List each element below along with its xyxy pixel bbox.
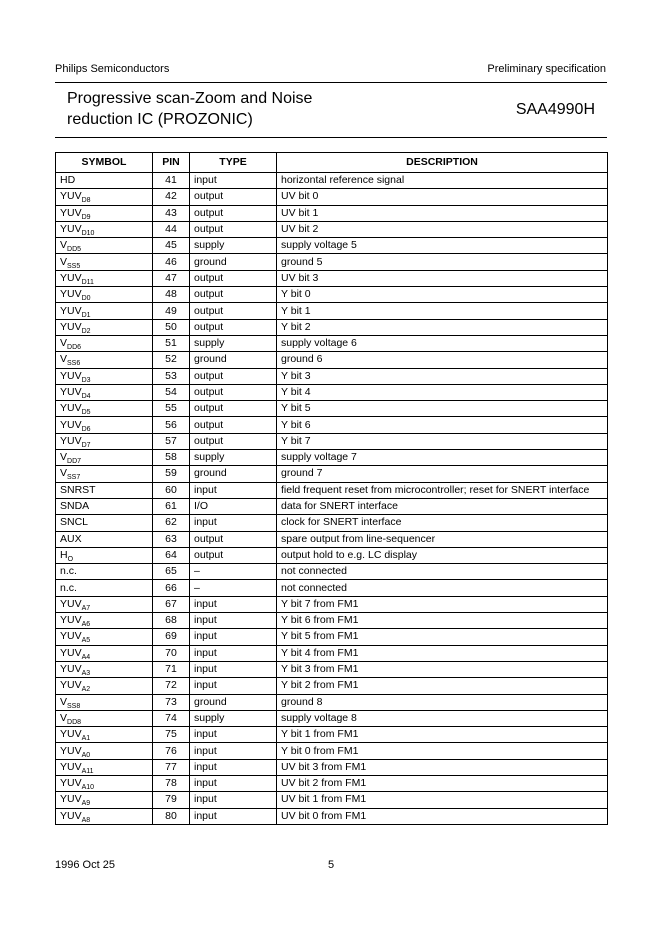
symbol-text: V (60, 353, 68, 366)
cell-type: output (190, 287, 277, 303)
symbol-text: n.c. (60, 565, 77, 578)
part-number: SAA4990H (515, 101, 595, 118)
symbol-subscript: A5 (81, 637, 91, 645)
symbol-text: V (60, 467, 68, 480)
column-header-description: DESCRIPTION (277, 153, 608, 173)
cell-symbol (56, 433, 153, 449)
table-row (56, 710, 608, 726)
symbol-text: YUV (60, 418, 82, 431)
symbol-subscript: D2 (81, 327, 91, 335)
cell-pin: 69 (153, 629, 190, 645)
cell-type: output (190, 433, 277, 449)
cell-description: Y bit 0 (277, 287, 608, 303)
cell-type: input (190, 596, 277, 612)
cell-symbol (56, 547, 153, 563)
table-row (56, 319, 608, 335)
cell-symbol (56, 189, 153, 205)
cell-pin: 43 (153, 205, 190, 221)
cell-description: UV bit 1 from FM1 (277, 792, 608, 808)
symbol-subscript: D5 (81, 409, 91, 417)
cell-description: not connected (277, 564, 608, 580)
symbol-text: YUV (60, 744, 82, 757)
table-row (56, 727, 608, 743)
symbol-text: YUV (60, 320, 82, 333)
cell-pin: 46 (153, 254, 190, 270)
cell-symbol (56, 694, 153, 710)
cell-symbol (56, 352, 153, 368)
table-row (56, 808, 608, 824)
symbol-text: YUV (60, 597, 82, 610)
cell-type: input (190, 743, 277, 759)
table-row (56, 645, 608, 661)
cell-type: input (190, 775, 277, 791)
footer-date: 1996 Oct 25 (55, 859, 115, 871)
cell-pin: 71 (153, 661, 190, 677)
cell-type: output (190, 417, 277, 433)
cell-description: Y bit 7 (277, 433, 608, 449)
table-row (56, 661, 608, 677)
cell-pin: 66 (153, 580, 190, 596)
cell-description: supply voltage 7 (277, 450, 608, 466)
symbol-text: V (60, 711, 68, 724)
cell-description: Y bit 3 from FM1 (277, 661, 608, 677)
cell-type: I/O (190, 498, 277, 514)
pin-table-body (56, 173, 608, 825)
cell-pin: 58 (153, 450, 190, 466)
cell-symbol (56, 498, 153, 514)
cell-symbol (56, 368, 153, 384)
symbol-subscript: A4 (81, 653, 91, 661)
symbol-subscript: A0 (81, 751, 91, 759)
cell-description: UV bit 2 (277, 221, 608, 237)
table-row (56, 433, 608, 449)
table-row (56, 417, 608, 433)
cell-description: Y bit 1 from FM1 (277, 727, 608, 743)
symbol-subscript: D11 (81, 278, 94, 286)
cell-symbol (56, 384, 153, 400)
table-row (56, 466, 608, 482)
symbol-text: YUV (60, 777, 82, 790)
table-row (56, 564, 608, 580)
cell-description: supply voltage 5 (277, 238, 608, 254)
cell-pin: 61 (153, 498, 190, 514)
table-row (56, 335, 608, 351)
symbol-subscript: DD8 (67, 718, 82, 726)
cell-description: UV bit 0 (277, 189, 608, 205)
symbol-text: V (60, 239, 68, 252)
cell-pin: 74 (153, 710, 190, 726)
cell-pin: 72 (153, 678, 190, 694)
symbol-subscript: D10 (81, 230, 95, 238)
cell-description: clock for SNERT interface (277, 515, 608, 531)
symbol-subscript: SS6 (67, 360, 81, 368)
cell-pin: 50 (153, 319, 190, 335)
cell-type: input (190, 645, 277, 661)
cell-type: – (190, 580, 277, 596)
cell-type: input (190, 727, 277, 743)
cell-symbol (56, 270, 153, 286)
cell-pin: 56 (153, 417, 190, 433)
cell-pin: 51 (153, 335, 190, 351)
cell-pin: 44 (153, 221, 190, 237)
cell-pin: 48 (153, 287, 190, 303)
cell-type: output (190, 303, 277, 319)
table-row (56, 613, 608, 629)
cell-symbol (56, 596, 153, 612)
cell-type: output (190, 384, 277, 400)
symbol-subscript: DD7 (67, 458, 82, 466)
table-row (56, 401, 608, 417)
cell-pin: 67 (153, 596, 190, 612)
cell-pin: 65 (153, 564, 190, 580)
cell-symbol (56, 743, 153, 759)
cell-description: supply voltage 8 (277, 710, 608, 726)
table-row (56, 531, 608, 547)
cell-type: output (190, 401, 277, 417)
symbol-subscript: A11 (81, 767, 94, 775)
cell-description: ground 7 (277, 466, 608, 482)
table-row (56, 482, 608, 498)
cell-symbol (56, 792, 153, 808)
cell-symbol (56, 515, 153, 531)
cell-pin: 76 (153, 743, 190, 759)
cell-description: Y bit 4 (277, 384, 608, 400)
table-row (56, 580, 608, 596)
cell-type: output (190, 319, 277, 335)
cell-symbol (56, 808, 153, 824)
cell-symbol (56, 629, 153, 645)
symbol-subscript: D1 (81, 311, 91, 319)
symbol-text: YUV (60, 793, 82, 806)
table-row (56, 368, 608, 384)
symbol-subscript: DD6 (67, 344, 82, 352)
table-row (56, 352, 608, 368)
symbol-text: HD (60, 174, 76, 187)
cell-type: supply (190, 238, 277, 254)
cell-description: Y bit 7 from FM1 (277, 596, 608, 612)
document-title: Progressive scan-Zoom and Noise reduction IC (PROZONIC) (67, 90, 313, 128)
table-row (56, 629, 608, 645)
cell-type: output (190, 221, 277, 237)
table-row (56, 450, 608, 466)
cell-type: input (190, 482, 277, 498)
cell-type: output (190, 189, 277, 205)
symbol-text: n.c. (60, 581, 77, 594)
cell-description: Y bit 3 (277, 368, 608, 384)
symbol-subscript: SS5 (67, 262, 81, 270)
symbol-text: YUV (60, 386, 82, 398)
cell-symbol (56, 661, 153, 677)
cell-description: Y bit 2 (277, 319, 608, 335)
symbol-text: V (60, 451, 68, 464)
symbol-text: YUV (60, 760, 82, 773)
cell-description: supply voltage 6 (277, 335, 608, 351)
pin-table (55, 152, 608, 825)
cell-pin: 41 (153, 173, 190, 189)
table-row (56, 792, 608, 808)
spec-status: Preliminary specification (487, 63, 606, 75)
cell-type: input (190, 678, 277, 694)
symbol-text: SNRST (60, 483, 96, 496)
symbol-text: YUV (60, 206, 82, 219)
cell-description: ground 5 (277, 254, 608, 270)
cell-pin: 62 (153, 515, 190, 531)
symbol-subscript: DD5 (67, 246, 82, 254)
cell-pin: 45 (153, 238, 190, 254)
cell-symbol (56, 710, 153, 726)
symbol-text: SNCL (60, 516, 89, 529)
symbol-subscript: D7 (81, 441, 91, 449)
cell-pin: 73 (153, 694, 190, 710)
cell-pin: 77 (153, 759, 190, 775)
cell-description: Y bit 1 (277, 303, 608, 319)
cell-description: UV bit 0 from FM1 (277, 808, 608, 824)
cell-description: Y bit 0 from FM1 (277, 743, 608, 759)
cell-pin: 79 (153, 792, 190, 808)
symbol-subscript: D6 (81, 425, 91, 433)
table-row (56, 775, 608, 791)
table-row (56, 743, 608, 759)
table-row (56, 270, 608, 286)
symbol-subscript: A3 (81, 670, 91, 678)
cell-description: Y bit 6 (277, 417, 608, 433)
symbol-text: YUV (60, 809, 82, 822)
cell-description: UV bit 1 (277, 205, 608, 221)
symbol-subscript: D0 (81, 295, 91, 303)
cell-type: – (190, 564, 277, 580)
cell-pin: 42 (153, 189, 190, 205)
cell-type: output (190, 205, 277, 221)
symbol-text: YUV (60, 288, 82, 301)
table-header-row (56, 153, 608, 173)
cell-description: Y bit 4 from FM1 (277, 645, 608, 661)
symbol-text: YUV (60, 663, 82, 676)
cell-description: data for SNERT interface (277, 498, 608, 514)
table-row (56, 238, 608, 254)
cell-description: spare output from line-sequencer (277, 531, 608, 547)
cell-type: output (190, 547, 277, 563)
cell-type: input (190, 173, 277, 189)
table-row (56, 173, 608, 189)
symbol-text: YUV (60, 728, 82, 741)
cell-type: ground (190, 352, 277, 368)
cell-pin: 59 (153, 466, 190, 482)
table-row (56, 303, 608, 319)
cell-description: not connected (277, 580, 608, 596)
symbol-text: YUV (60, 223, 82, 236)
cell-pin: 80 (153, 808, 190, 824)
cell-pin: 68 (153, 613, 190, 629)
symbol-text: YUV (60, 679, 82, 692)
cell-symbol (56, 450, 153, 466)
symbol-subscript: O (67, 555, 74, 563)
cell-pin: 53 (153, 368, 190, 384)
symbol-text: YUV (60, 402, 82, 415)
cell-symbol (56, 401, 153, 417)
cell-symbol (56, 254, 153, 270)
cell-description: UV bit 3 from FM1 (277, 759, 608, 775)
cell-type: supply (190, 335, 277, 351)
table-row (56, 759, 608, 775)
table-row (56, 254, 608, 270)
cell-type: ground (190, 254, 277, 270)
cell-type: input (190, 792, 277, 808)
cell-type: output (190, 270, 277, 286)
cell-description: Y bit 6 from FM1 (277, 613, 608, 629)
cell-symbol (56, 466, 153, 482)
cell-type: ground (190, 466, 277, 482)
cell-symbol (56, 678, 153, 694)
symbol-subscript: A1 (81, 735, 91, 743)
cell-symbol (56, 482, 153, 498)
cell-description: ground 6 (277, 352, 608, 368)
symbol-text: V (60, 695, 68, 708)
cell-symbol (56, 238, 153, 254)
cell-symbol (56, 221, 153, 237)
symbol-text: H (60, 548, 68, 561)
cell-pin: 47 (153, 270, 190, 286)
cell-description: field frequent reset from microcontroller; reset for SNERT interface (277, 482, 608, 498)
symbol-text: YUV (60, 434, 82, 447)
symbol-text: V (60, 337, 68, 350)
symbol-subscript: A7 (81, 604, 91, 612)
cell-type: input (190, 759, 277, 775)
symbol-subscript: D4 (81, 393, 91, 400)
symbol-subscript: A9 (81, 800, 91, 808)
cell-type: input (190, 808, 277, 824)
cell-pin: 70 (153, 645, 190, 661)
cell-symbol (56, 580, 153, 596)
cell-symbol (56, 335, 153, 351)
cell-pin: 78 (153, 775, 190, 791)
symbol-subscript: SS7 (67, 474, 81, 482)
cell-pin: 49 (153, 303, 190, 319)
cell-type: supply (190, 450, 277, 466)
symbol-subscript: D8 (81, 197, 91, 205)
cell-description: horizontal reference signal (277, 173, 608, 189)
symbol-text: YUV (60, 190, 82, 203)
table-row (56, 384, 608, 400)
cell-pin: 64 (153, 547, 190, 563)
cell-description: Y bit 5 (277, 401, 608, 417)
symbol-subscript: A8 (81, 816, 91, 824)
table-row (56, 547, 608, 563)
symbol-subscript: A10 (81, 784, 95, 792)
column-header-pin: PIN (153, 153, 190, 173)
cell-description: UV bit 2 from FM1 (277, 775, 608, 791)
cell-symbol (56, 173, 153, 189)
symbol-subscript: A2 (81, 686, 91, 694)
page-number: 5 (328, 859, 335, 871)
table-row (56, 205, 608, 221)
symbol-text: YUV (60, 630, 82, 643)
cell-type: output (190, 531, 277, 547)
cell-type: input (190, 613, 277, 629)
symbol-text: V (60, 255, 68, 268)
cell-type: input (190, 629, 277, 645)
cell-description: ground 8 (277, 694, 608, 710)
cell-type: output (190, 368, 277, 384)
cell-type: input (190, 661, 277, 677)
cell-symbol (56, 727, 153, 743)
symbol-subscript: D9 (81, 213, 91, 221)
cell-type: ground (190, 694, 277, 710)
cell-symbol (56, 417, 153, 433)
cell-symbol (56, 775, 153, 791)
table-row (56, 515, 608, 531)
cell-symbol (56, 759, 153, 775)
column-header-type: TYPE (190, 153, 277, 173)
header-rule-top (55, 82, 607, 83)
cell-description: Y bit 5 from FM1 (277, 629, 608, 645)
symbol-text: YUV (60, 271, 82, 284)
symbol-text: SNDA (60, 500, 90, 513)
cell-symbol (56, 205, 153, 221)
cell-symbol (56, 564, 153, 580)
cell-pin: 52 (153, 352, 190, 368)
cell-type: input (190, 515, 277, 531)
company-name: Philips Semiconductors (55, 63, 170, 75)
cell-description: UV bit 3 (277, 270, 608, 286)
table-row (56, 221, 608, 237)
table-row (56, 596, 608, 612)
symbol-subscript: SS8 (67, 702, 81, 710)
symbol-text: YUV (60, 369, 82, 382)
table-row (56, 498, 608, 514)
cell-symbol (56, 287, 153, 303)
cell-symbol (56, 319, 153, 335)
cell-pin: 63 (153, 531, 190, 547)
table-row (56, 189, 608, 205)
cell-pin: 54 (153, 384, 190, 400)
table-row (56, 678, 608, 694)
symbol-text: YUV (60, 646, 82, 659)
header-rule-bottom (55, 137, 607, 138)
cell-description: output hold to e.g. LC display (277, 547, 608, 563)
table-row (56, 694, 608, 710)
cell-description: Y bit 2 from FM1 (277, 678, 608, 694)
table-row (56, 287, 608, 303)
cell-pin: 60 (153, 482, 190, 498)
cell-symbol (56, 303, 153, 319)
cell-pin: 55 (153, 401, 190, 417)
cell-symbol (56, 613, 153, 629)
cell-type: supply (190, 710, 277, 726)
symbol-subscript: A6 (81, 621, 91, 629)
cell-symbol (56, 645, 153, 661)
column-header-symbol: SYMBOL (56, 153, 153, 173)
symbol-text: YUV (60, 614, 82, 627)
symbol-text: AUX (60, 532, 82, 545)
cell-pin: 57 (153, 433, 190, 449)
cell-pin: 75 (153, 727, 190, 743)
symbol-text: YUV (60, 304, 82, 317)
cell-symbol (56, 531, 153, 547)
symbol-subscript: D3 (81, 376, 91, 384)
